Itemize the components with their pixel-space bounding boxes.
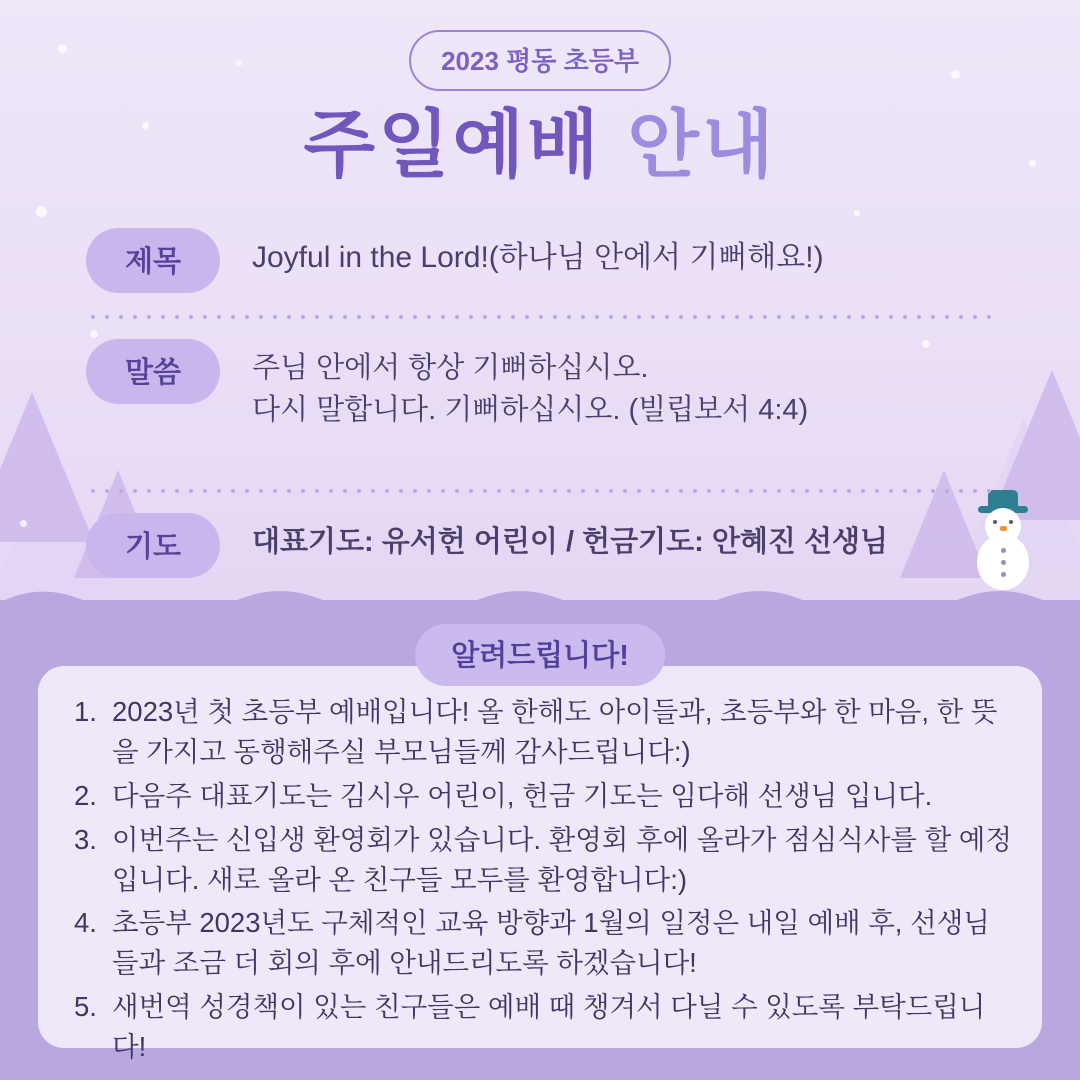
list-item: 다음주 대표기도는 김시우 어린이, 헌금 기도는 임다해 선생님 입니다. xyxy=(112,779,933,811)
list-item: 초등부 2023년도 구체적인 교육 방향과 1월의 일정은 내일 예배 후, 선생님들과 조금 더 회의 후에 안내드리도록 하겠습니다! xyxy=(112,907,990,979)
page-title xyxy=(0,86,1080,192)
info-section xyxy=(0,228,1080,578)
snowflake-icon xyxy=(854,210,860,216)
info-body-verse xyxy=(252,339,808,431)
year-badge: 2023 평동 초등부 xyxy=(409,30,671,91)
snowflake-icon xyxy=(236,60,242,66)
info-line: 대표기도: 유서헌 어린이 / 헌금기도: 안혜진 선생님 xyxy=(252,526,888,559)
info-row-title xyxy=(0,228,1080,293)
info-line: 다시 말합니다. 기뻐하십시오. (빌립보서 4:4) xyxy=(252,394,809,427)
info-line: 주님 안에서 항상 기뻐하십시오. xyxy=(252,352,649,384)
notice-badge: 알려드립니다! xyxy=(415,624,665,686)
info-body-title xyxy=(252,228,824,280)
info-tag-title: 제목 xyxy=(86,228,220,293)
page-title-part2: 안내 xyxy=(627,103,777,186)
notice-list xyxy=(68,692,1014,1067)
notice-card xyxy=(38,666,1042,1062)
snowflake-icon xyxy=(58,44,67,53)
info-row-prayer xyxy=(0,513,1080,578)
info-body-prayer xyxy=(252,513,888,563)
list-item: 이번주는 신입생 환영회가 있습니다. 환영회 후에 올라가 점심식사를 할 예정입니다. 새로 올라 온 친구들 모두를 환영합니다:) xyxy=(112,823,1012,895)
list-item: 새번역 성경책이 있는 친구들은 예배 때 챙겨서 다닐 수 있도록 부탁드립니다! xyxy=(112,991,986,1062)
info-tag-prayer: 기도 xyxy=(86,513,220,578)
snowflake-icon xyxy=(36,206,47,217)
divider-2 xyxy=(86,489,994,493)
snowflake-icon xyxy=(951,70,960,79)
divider-1 xyxy=(86,315,994,319)
info-row-verse xyxy=(0,339,1080,431)
info-line: Joyful in the Lord!(하나님 안에서 기뻐해요!) xyxy=(252,241,824,274)
info-tag-verse: 말씀 xyxy=(86,339,220,404)
list-item: 2023년 첫 초등부 예배입니다! 올 한해도 아이들과, 초등부와 한 마음, 한 뜻을 가지고 동행해주실 부모님들께 감사드립니다:) xyxy=(112,696,998,767)
page-title-part1: 주일예배 xyxy=(303,103,602,186)
